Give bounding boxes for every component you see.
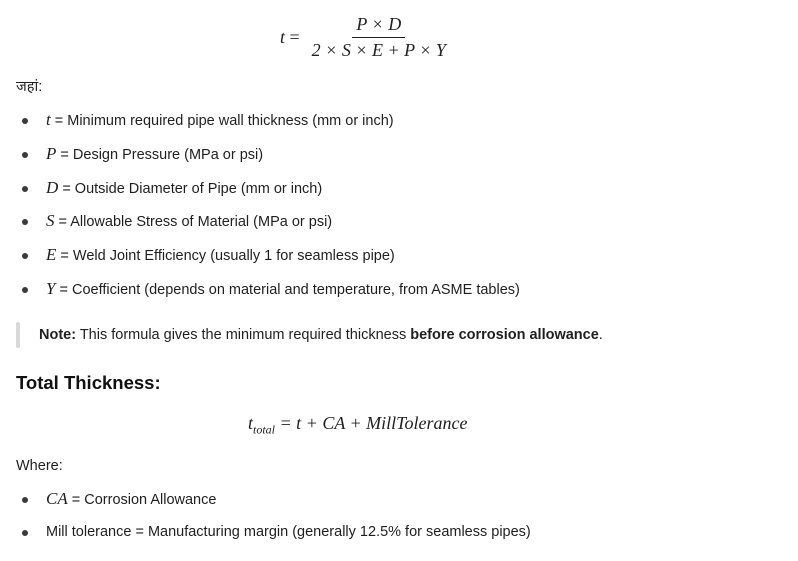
bullet-icon	[22, 219, 28, 225]
list-item: Mill tolerance = Manufacturing margin (generally 12.5% for seamless pipes)	[46, 524, 531, 540]
bullet-icon	[22, 118, 28, 124]
formula-numerator: P × D	[352, 14, 405, 38]
formula-denominator: 2 × S × E + P × Y	[311, 40, 446, 60]
bullet-icon	[22, 287, 28, 293]
bullet-icon	[22, 152, 28, 158]
list-item: Y = Coefficient (depends on material and temperature, from ASME tables)	[46, 279, 520, 298]
note-text: This formula gives the minimum required thickness	[76, 327, 411, 343]
bullet-icon	[22, 497, 28, 503]
total-thickness-formula: $t_{total} = t$ + CA + MillTolerance	[248, 413, 468, 437]
thickness-formula	[280, 14, 450, 61]
list-item: CA = Corrosion Allowance	[46, 489, 217, 508]
list-item: D = Outside Diameter of Pipe (mm or inch)	[46, 178, 323, 197]
list-item: E = Weld Joint Efficiency (usually 1 for seamless pipe)	[46, 245, 395, 264]
list-item: S = Allowable Stress of Material (MPa or psi)	[46, 211, 333, 230]
where-label: Where:	[16, 458, 63, 474]
blockquote-bar	[16, 322, 20, 348]
bullet-icon	[22, 253, 28, 259]
note-label: Note:	[39, 327, 77, 343]
section-heading: Total Thickness:	[16, 372, 161, 393]
formula-fraction	[308, 14, 450, 61]
bullet-icon	[22, 186, 28, 192]
formula-lhs: t =	[280, 27, 300, 47]
list-item: t = Minimum required pipe wall thickness (mm or inch)	[46, 110, 394, 129]
bullet-icon	[22, 530, 28, 536]
note-bold-text: before corrosion allowance	[410, 327, 599, 343]
where-label-hindi: जहां:	[16, 79, 43, 95]
note-blockquote: Note: This formula gives the minimum required thickness before corrosion allowance.	[39, 327, 603, 343]
list-item: P = Design Pressure (MPa or psi)	[46, 144, 264, 163]
